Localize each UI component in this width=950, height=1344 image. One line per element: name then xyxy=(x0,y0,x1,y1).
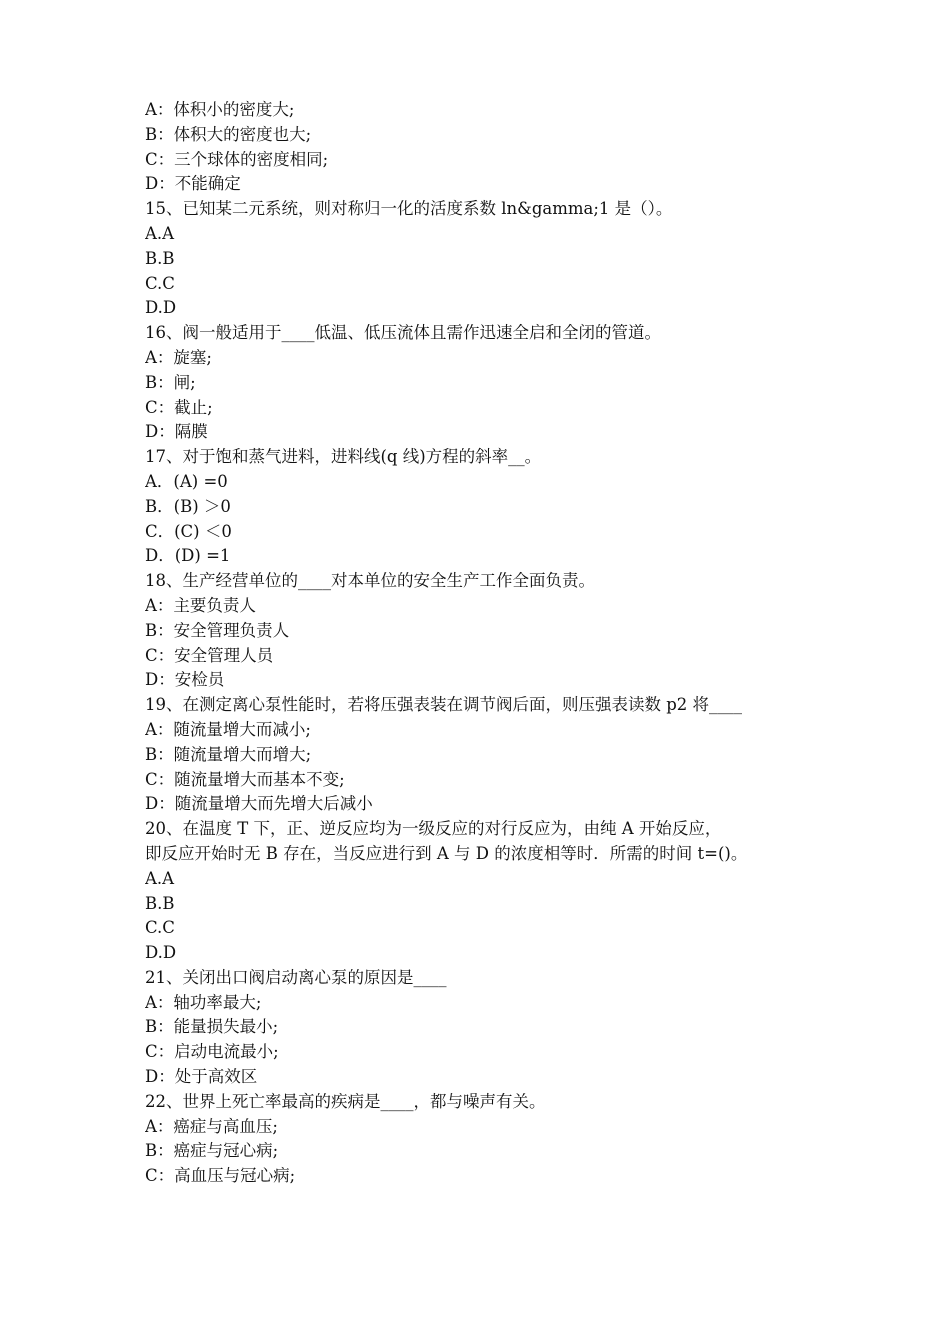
text-line: B.B xyxy=(145,893,175,913)
question-22-text: 22、世界上死亡率最高的疾病是____，都与噪声有关。 xyxy=(145,1091,546,1111)
question-20-text: 20、在温度 T 下，正、逆反应均为一级反应的对行反应为，由纯 A 开始反应， xyxy=(145,819,722,839)
question-21-text: 21、关闭出口阀启动离心泵的原因是____ xyxy=(145,967,447,987)
text-line: B．(B) ＞0 xyxy=(145,496,231,516)
question-16-text: 16、阀一般适用于____低温、低压流体且需作迅速全启和全闭的管道。 xyxy=(145,323,661,343)
text-line: A.A xyxy=(145,223,175,243)
text-line: B.B xyxy=(145,248,175,268)
text-line: B：闸; xyxy=(145,372,196,392)
text-line: C：启动电流最小; xyxy=(145,1042,279,1062)
text-line: D：不能确定 xyxy=(145,174,241,194)
text-line: C：安全管理人员 xyxy=(145,645,274,665)
text-line: A：体积小的密度大; xyxy=(145,100,295,119)
text-line: D：随流量增大而先增大后减小 xyxy=(145,794,373,814)
text-line: C.C xyxy=(145,918,175,938)
text-line: C：高血压与冠心病; xyxy=(145,1166,296,1186)
question-17-text: 17、对于饱和蒸气进料，进料线(q 线)方程的斜率__。 xyxy=(145,447,542,467)
text-line: A：轴功率最大; xyxy=(145,992,262,1012)
text-line: D.D xyxy=(145,943,177,963)
text-line: A：癌症与高血压; xyxy=(145,1116,278,1136)
document-body xyxy=(145,98,815,1189)
text-line: A.A xyxy=(145,868,175,888)
question-15-text: 15、已知某二元系统，则对称归一化的活度系数 ln&gamma;1 是（）。 xyxy=(145,199,673,219)
text-line: A：随流量增大而减小; xyxy=(145,719,311,739)
question-20-text-continued: 即反应开始时无 B 存在，当反应进行到 A 与 D 的浓度相等时．所需的时间 t=()。 xyxy=(145,843,748,863)
text-line: C：截止; xyxy=(145,397,213,417)
text-line: D：处于高效区 xyxy=(145,1067,258,1087)
text-line: B：癌症与冠心病; xyxy=(145,1141,279,1161)
question-19-text: 19、在测定离心泵性能时，若将压强表装在调节阀后面，则压强表读数 p2 将____ xyxy=(145,695,743,715)
text-line: B：体积大的密度也大; xyxy=(145,124,312,144)
text-line: D：隔膜 xyxy=(145,422,208,442)
text-line: A：主要负责人 xyxy=(145,595,256,615)
text-line: D：安检员 xyxy=(145,670,225,690)
text-line: C．(C) ＜0 xyxy=(145,521,232,541)
text-line: C：三个球体的密度相同; xyxy=(145,149,329,169)
text-line: B：能量损失最小; xyxy=(145,1017,279,1037)
text-line: A．(A) =0 xyxy=(145,471,228,491)
text-line: C.C xyxy=(145,273,175,293)
question-18-text: 18、生产经营单位的____对本单位的安全生产工作全面负责。 xyxy=(145,571,595,591)
text-line: D.D xyxy=(145,298,177,318)
text-line: A：旋塞; xyxy=(145,347,212,367)
text-line: C：随流量增大而基本不变; xyxy=(145,769,345,789)
text-line: B：安全管理负责人 xyxy=(145,620,290,640)
text-line: D．(D) =1 xyxy=(145,546,231,566)
text-line: B：随流量增大而增大; xyxy=(145,744,312,764)
